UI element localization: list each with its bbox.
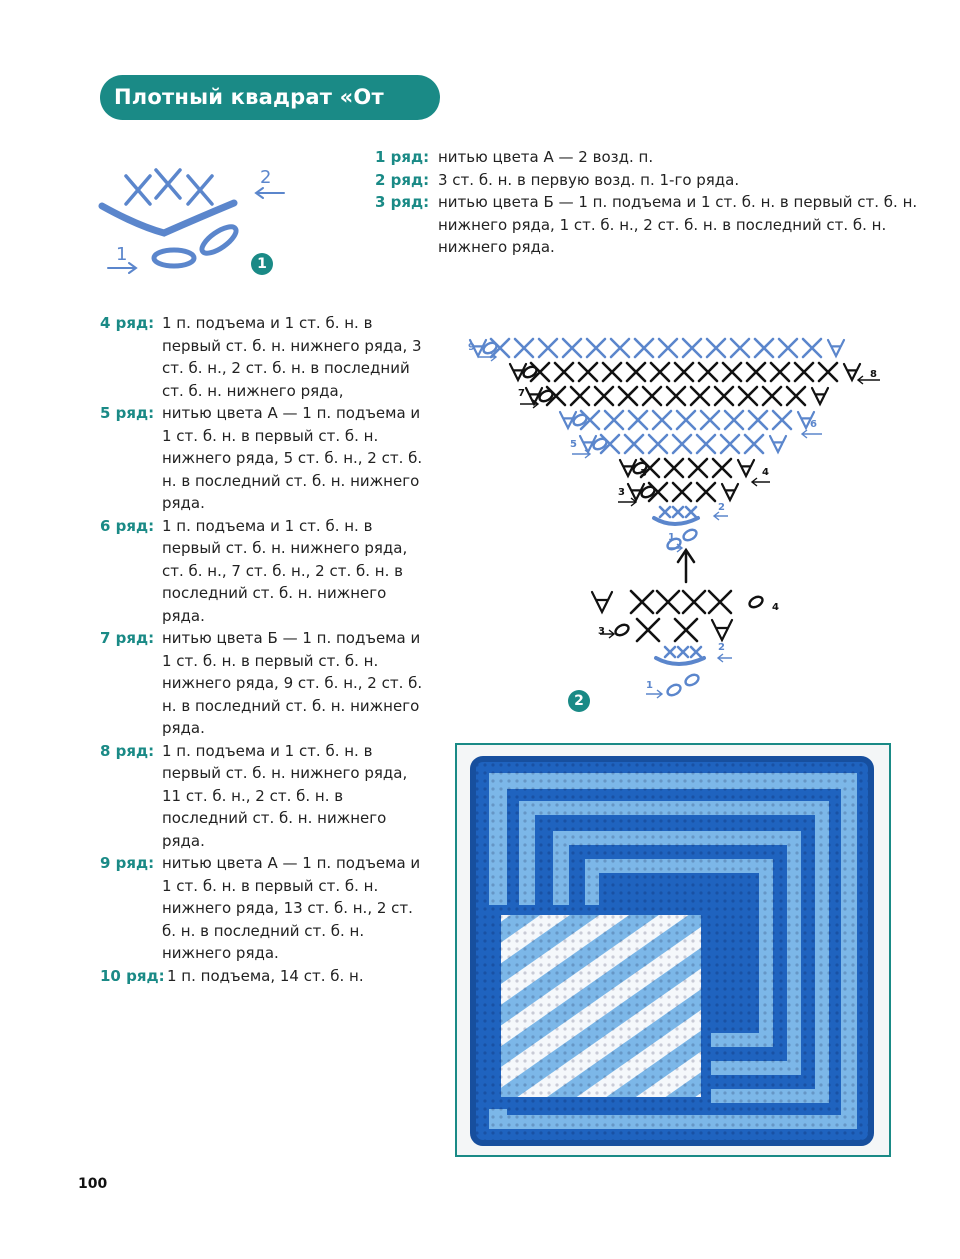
- single-crochet-symbol: [725, 411, 743, 429]
- single-crochet-symbol: [677, 411, 695, 429]
- diagram1-row-label: 1: [116, 244, 128, 265]
- single-crochet-symbol: [571, 387, 589, 405]
- single-crochet-symbol: [515, 339, 533, 357]
- single-crochet-symbol: [787, 387, 805, 405]
- row-number: 7: [518, 388, 525, 399]
- single-crochet-symbol: [749, 411, 767, 429]
- direction-arrow: [802, 430, 822, 438]
- single-crochet-symbol: [731, 339, 749, 357]
- increase-symbol: [828, 340, 844, 356]
- diagram1-badge: 1: [251, 253, 273, 275]
- single-crochet-symbol: [657, 591, 679, 613]
- increase-symbol: [770, 436, 786, 452]
- row-text: 1 п. подъема и 1 ст. б. н. в первый ст. б. н. нижнего ряда, 3 ст. б. н., 2 ст. б. н. в последний ст. б. н. нижнего ряда,: [162, 314, 422, 400]
- single-crochet-symbol: [651, 363, 669, 381]
- single-crochet-symbol: [739, 387, 757, 405]
- single-crochet-symbol: [683, 339, 701, 357]
- single-crochet-symbol: [773, 411, 791, 429]
- single-crochet-symbol: [605, 411, 623, 429]
- single-crochet-symbol: [635, 339, 653, 357]
- diagram1-row-label: 2: [260, 167, 272, 188]
- single-crochet-symbol: [579, 363, 597, 381]
- single-crochet-symbol: [691, 387, 709, 405]
- single-crochet-symbol: [643, 387, 661, 405]
- increase-symbol: [738, 460, 754, 476]
- single-crochet-symbol: [747, 363, 765, 381]
- instruction-row: [375, 169, 920, 192]
- row-label: 8 ряд:: [100, 741, 155, 760]
- single-crochet-symbol: [699, 363, 717, 381]
- row-label: 9 ряд:: [100, 854, 155, 872]
- single-crochet-symbol: [675, 619, 697, 641]
- row-number: 2: [718, 642, 725, 653]
- single-crochet-symbol: [675, 363, 693, 381]
- single-crochet-symbol: [659, 339, 677, 357]
- row-text: 1 п. подъема и 1 ст. б. н. в первый ст. б. н. нижнего ряда, ст. б. н., 7 ст. б. н., 2 ст. б. н. в последний ст. б. н. нижнего ряда.: [162, 516, 408, 625]
- single-crochet-symbol: [678, 647, 688, 657]
- direction-arrow: [646, 690, 662, 698]
- single-crochet-symbol: [713, 459, 731, 477]
- row-number: 9: [468, 342, 475, 353]
- instruction-row: [375, 146, 920, 169]
- direction-arrow: [572, 450, 590, 458]
- single-crochet-symbol: [689, 459, 707, 477]
- crochet-square-photo: [457, 745, 889, 1155]
- single-crochet-symbol: [629, 411, 647, 429]
- direction-arrow: [714, 512, 728, 520]
- row-label: 4 ряд:: [100, 314, 155, 332]
- direction-arrow: [718, 654, 732, 662]
- base-symbol: [654, 518, 698, 524]
- row-number: 4: [762, 467, 769, 478]
- direction-arrow: [618, 498, 636, 506]
- chain-symbol: [682, 528, 699, 543]
- single-crochet-symbol: [539, 339, 557, 357]
- single-crochet-symbol: [673, 507, 683, 517]
- single-crochet-symbol: [707, 339, 725, 357]
- row-text: нитью цвета Б — 1 п. подъема и 1 ст. б. н. в первый ст. б. н. нижнего ряда, 1 ст. б. н., 2 ст. б. н. в последний ст. б. н. нижнего ряда.: [438, 193, 918, 256]
- single-crochet-symbol: [755, 339, 773, 357]
- row-text: 1 п. подъема и 1 ст. б. н. в первый ст. б. н. нижнего ряда, 11 ст. б. н., 2 ст. б. н. в последний ст. б. н. нижнего ряда.: [162, 741, 408, 850]
- instruction-row: [100, 515, 430, 628]
- chain-symbol: [684, 673, 701, 688]
- single-crochet-symbol: [603, 363, 621, 381]
- row-number: 3: [618, 487, 625, 498]
- row-label: 3 ряд:: [375, 193, 430, 211]
- row-number: 3: [640, 468, 647, 479]
- single-crochet-symbol: [673, 483, 691, 501]
- single-crochet-symbol: [795, 363, 813, 381]
- instruction-row: [100, 740, 430, 853]
- single-crochet-symbol: [627, 363, 645, 381]
- single-crochet-symbol: [587, 339, 605, 357]
- chain-symbol: [614, 623, 631, 638]
- row-number: 3: [598, 626, 605, 637]
- single-crochet-symbol: [619, 387, 637, 405]
- photo-frame: [455, 743, 891, 1157]
- row-number: 2: [718, 502, 725, 513]
- single-crochet-symbol: [665, 647, 675, 657]
- instruction-row: [100, 852, 430, 965]
- single-crochet-symbol: [697, 435, 715, 453]
- single-crochet-symbol: [649, 435, 667, 453]
- single-crochet-symbol: [779, 339, 797, 357]
- base-symbol: [656, 658, 704, 664]
- chain-symbol: [666, 683, 683, 698]
- single-crochet-symbol: [625, 435, 643, 453]
- left-rows-list: [100, 312, 430, 987]
- single-crochet-symbol: [611, 339, 629, 357]
- row-number: 1: [646, 680, 653, 691]
- single-crochet-symbol: [723, 363, 741, 381]
- page-number: 100: [78, 1176, 108, 1192]
- row-label: 7 ряд:: [100, 629, 155, 647]
- single-crochet-symbol: [595, 387, 613, 405]
- single-crochet-symbol: [673, 435, 691, 453]
- row-text: нитью цвета Б — 1 п. подъема и 1 ст. б. н. в первый ст. б. н. нижнего ряда, 9 ст. б. н., 2 ст. б. н. в последний ст. б. н. нижнего ряда.: [162, 629, 423, 737]
- single-crochet-symbol: [683, 591, 705, 613]
- single-crochet-symbol: [637, 619, 659, 641]
- row-number: 1: [668, 532, 675, 543]
- direction-arrow: [752, 478, 770, 486]
- single-crochet-symbol: [691, 647, 701, 657]
- row-label: 6 ряд:: [100, 516, 155, 535]
- single-crochet-symbol: [701, 411, 719, 429]
- row-text: нитью цвета А — 2 возд. п.: [438, 148, 654, 166]
- single-crochet-symbol: [771, 363, 789, 381]
- row-number: 6: [810, 419, 817, 430]
- increase-symbol: [592, 592, 612, 612]
- single-crochet-symbol: [653, 411, 671, 429]
- instruction-row: [100, 965, 430, 988]
- single-crochet-symbol: [803, 339, 821, 357]
- increase-symbol: [812, 388, 828, 404]
- single-crochet-symbol: [667, 387, 685, 405]
- instruction-row: [100, 402, 430, 515]
- instruction-row: [100, 627, 430, 740]
- single-crochet-symbol: [555, 363, 573, 381]
- single-crochet-symbol: [686, 507, 696, 517]
- chain-symbol: [748, 595, 765, 610]
- row-label: 10 ряд:: [100, 966, 165, 985]
- single-crochet-symbol: [697, 483, 715, 501]
- row-label: 2 ряд:: [375, 170, 430, 189]
- single-crochet-symbol: [665, 459, 683, 477]
- increase-symbol: [712, 620, 732, 640]
- single-crochet-symbol: [819, 363, 837, 381]
- diagram-full-chart: [460, 330, 890, 730]
- single-crochet-symbol: [721, 435, 739, 453]
- row-text: 3 ст. б. н. в первую возд. п. 1-го ряда.: [438, 170, 740, 189]
- row-label: 1 ряд:: [375, 148, 430, 166]
- row-number: 5: [570, 439, 577, 450]
- row-number: 4: [772, 602, 779, 613]
- single-crochet-symbol: [660, 507, 670, 517]
- row-text: 1 п. подъема, 14 ст. б. н.: [167, 966, 364, 985]
- increase-symbol: [722, 484, 738, 500]
- instruction-row: [100, 312, 430, 402]
- row-label: 5 ряд:: [100, 404, 155, 422]
- single-crochet-symbol: [563, 339, 581, 357]
- top-rows-list: [375, 146, 920, 259]
- single-crochet-symbol: [715, 387, 733, 405]
- row-number: 8: [870, 369, 877, 380]
- row-text: нитью цвета А — 1 п. подъема и 1 ст. б. н. в первый ст. б. н. нижнего ряда, 13 ст. б. н., 2 ст. б. н. в последний ст. б. н. нижнего ряда.: [162, 854, 421, 962]
- single-crochet-symbol: [763, 387, 781, 405]
- instruction-row: [375, 191, 920, 259]
- single-crochet-symbol: [631, 591, 653, 613]
- row-text: нитью цвета А — 1 п. подъема и 1 ст. б. н. в первый ст. б. н. нижнего ряда, 5 ст. б. н., 2 ст. б. н. в последний ст. б. н. нижнего ряда.: [162, 404, 423, 512]
- section-title: Плотный квадрат «От угла»: [100, 75, 440, 120]
- single-crochet-symbol: [745, 435, 763, 453]
- single-crochet-symbol: [709, 591, 731, 613]
- increase-symbol: [844, 364, 860, 380]
- direction-arrow: [520, 400, 538, 408]
- diagram2-badge: 2: [568, 690, 590, 712]
